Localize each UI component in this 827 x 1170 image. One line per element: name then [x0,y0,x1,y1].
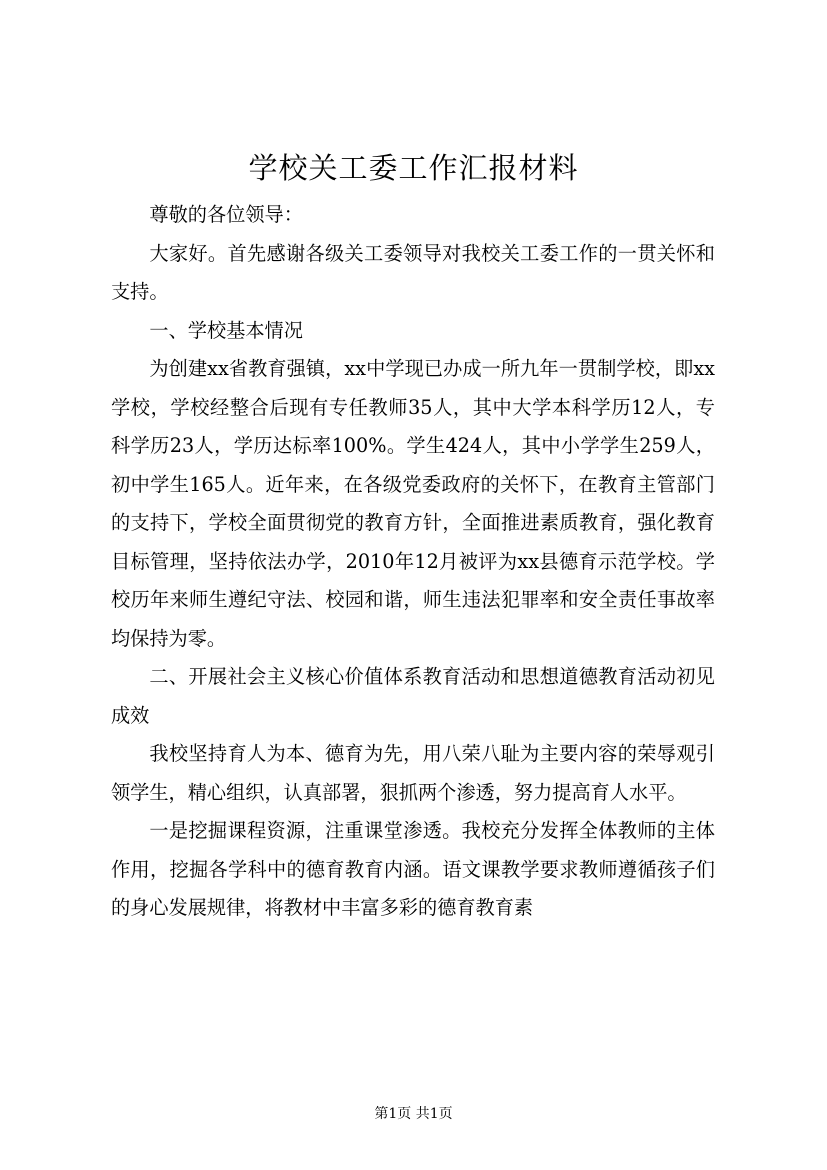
section-heading-2: 二、开展社会主义核心价值体系教育活动和思想道德教育活动初见成效 [111,665,715,727]
paragraph-school-info: 为创建xx省教育强镇，xx中学现已办成一所九年一贯制学校，即xx学校，学校经整合后现有专任教师35人，其中大学本科学历12人，专科学历23人，学历达标率100%。学生424人，其中小学学生259人，初中学生165人。近年来，在各级党委政府的关怀下，在教育主管部门的支持下，学校全面贯彻党的教育方针，全面推进素质教育，强化教育目标管理，坚持依法办学，2010年12月被评为xx县德育示范学校。学校历年来师生遵纪守法、校园和谐，师生违法犯罪率和安全责任事故率均保持为零。 [111,357,715,650]
document-body [111,196,715,928]
section-heading-1: 一、学校基本情况 [149,318,303,342]
salutation: 尊敬的各位领导： [149,203,303,226]
paragraph-curriculum: 一是挖掘课程资源，注重课堂渗透。我校充分发挥全体教师的主体作用，挖掘各学科中的德育教育内涵。语文课教学要求教师遵循孩子们的身心发展规律，将教材中丰富多彩的德育教育素 [111,819,715,919]
page-number-footer: 第1页 共1页 [374,1106,453,1122]
paragraph-greeting: 大家好。首先感谢各级关工委领导对我校关工委工作的一贯关怀和支持。 [111,241,715,303]
paragraph-moral-education: 我校坚持育人为本、德育为先，用八荣八耻为主要内容的荣辱观引领学生，精心组织，认真部署，狠抓两个渗透，努力提高育人水平。 [111,742,715,804]
document-title: 学校关工委工作汇报材料 [248,151,579,185]
